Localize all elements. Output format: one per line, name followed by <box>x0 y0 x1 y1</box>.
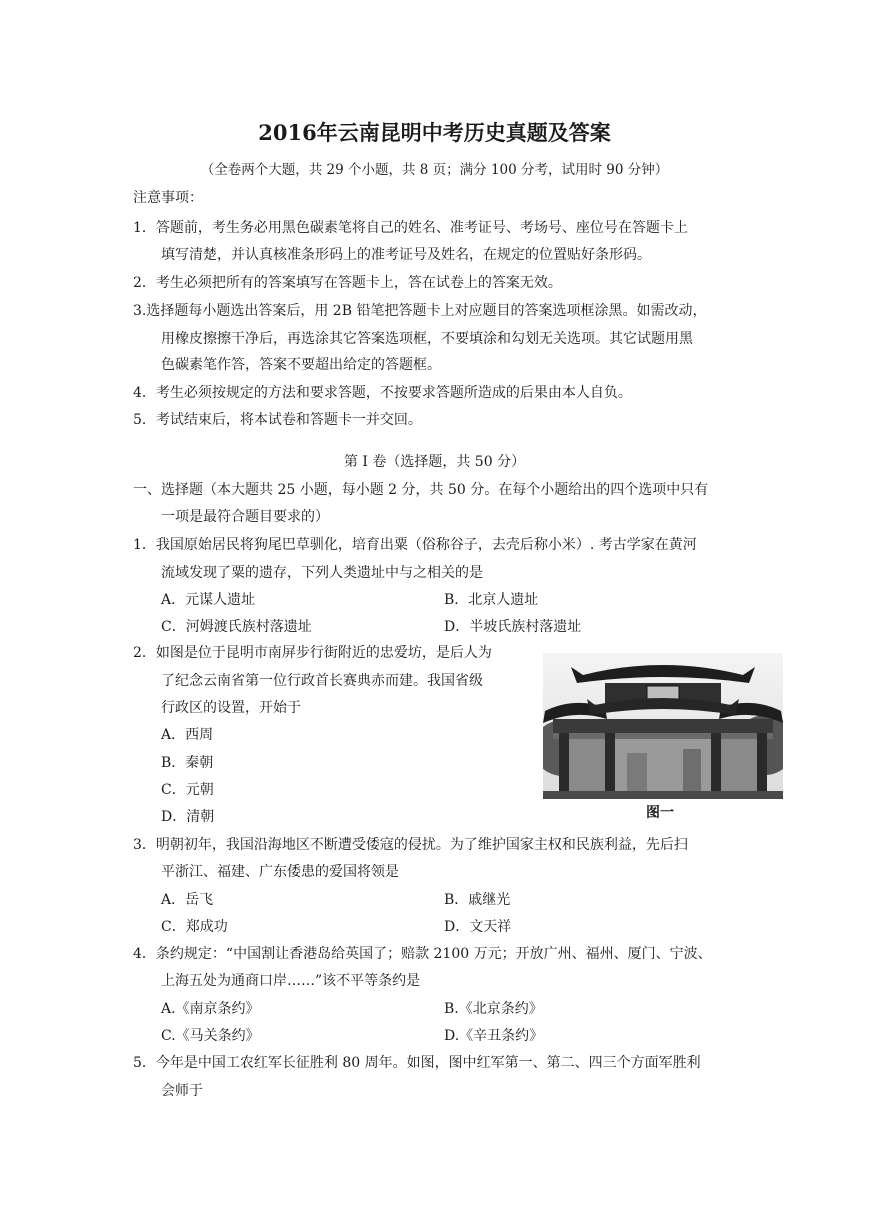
question-4-option-a: A.《南京条约》 <box>161 1001 260 1017</box>
question-2-option-b: B．秦朝 <box>161 755 214 771</box>
notice-heading: 注意事项： <box>133 190 203 206</box>
question-4-option-d: D.《辛丑条约》 <box>444 1028 544 1044</box>
figure-caption: 图一 <box>646 805 674 821</box>
question-3-option-a: A．岳飞 <box>161 892 214 908</box>
question-4-option-c: C.《马关条约》 <box>161 1028 260 1044</box>
question-1-option-c: C．河姆渡氏族村落遗址 <box>161 619 312 635</box>
question-2-option-a: A．西周 <box>161 727 214 743</box>
question-4-stem: 上海五处为通商口岸……”该不平等条约是 <box>161 973 421 989</box>
question-2-stem: 2．如图是位于昆明市南屏步行街附近的忠爱坊，是后人为 <box>133 645 492 661</box>
question-1-option-a: A．元谋人遗址 <box>161 592 256 608</box>
section-intro: 一、选择题（本大题共 25 小题，每小题 2 分，共 50 分。在每个小题给出的四个选项中只有 <box>133 482 709 498</box>
notice-item: 3.选择题每小题选出答案后，用 2B 铅笔把答题卡上对应题目的答案选项框涂黑。如需改动， <box>133 303 707 319</box>
notice-item: 1．答题前，考生务必用黑色碳素笔将自己的姓名、准考证号、考场号、座位号在答题卡上 <box>133 220 688 236</box>
archway-illustration <box>543 653 783 799</box>
notice-item: 色碳素笔作答，答案不要超出给定的答题框。 <box>161 357 441 373</box>
question-3-option-c: C．郑成功 <box>161 919 228 935</box>
memorial-archway-photo <box>543 653 783 799</box>
notice-item: 2．考生必须把所有的答案填写在答题卡上，答在试卷上的答案无效。 <box>133 275 562 291</box>
question-1-stem: 流域发现了粟的遗存，下列人类遗址中与之相关的是 <box>161 565 483 581</box>
question-5-stem: 5．今年是中国工农红军长征胜利 80 周年。如图，图中红军第一、第二、四三个方面军胜利 <box>133 1055 701 1071</box>
section-heading: 第 I 卷（选择题，共 50 分） <box>343 454 526 470</box>
question-3-option-b: B．戚继光 <box>444 892 511 908</box>
question-2-stem: 行政区的设置，开始于 <box>161 700 301 716</box>
question-1-option-d: D．半坡氏族村落遗址 <box>444 619 582 635</box>
section-intro: 一项是最符合题目要求的） <box>161 509 329 525</box>
question-1-stem: 1．我国原始居民将狗尾巴草驯化，培育出粟（俗称谷子，去壳后称小米）. 考古学家在黄河 <box>133 537 697 553</box>
exam-info: （全卷两个大题，共 29 个小题，共 8 页；满分 100 分考，试用时 90 分钟） <box>200 162 669 178</box>
notice-item: 填写清楚，并认真核准条形码上的准考证号及姓名，在规定的位置贴好条形码。 <box>161 247 651 263</box>
question-4-option-b: B.《北京条约》 <box>444 1001 543 1017</box>
question-2-option-c: C．元朝 <box>161 782 214 798</box>
question-3-stem: 3．明朝初年，我国沿海地区不断遭受倭寇的侵扰。为了维护国家主权和民族利益，先后扫 <box>133 837 688 853</box>
question-2-option-d: D．清朝 <box>161 809 215 825</box>
question-5-stem: 会师于 <box>161 1083 203 1099</box>
notice-item: 4．考生必须按规定的方法和要求答题，不按要求答题所造成的后果由本人自负。 <box>133 385 632 401</box>
question-4-stem: 4．条约规定：“中国割让香港岛给英国了；赔款 2100 万元；开放广州、福州、厦门、宁波、 <box>133 946 712 962</box>
question-3-option-d: D．文天祥 <box>444 919 512 935</box>
question-1-option-b: B．北京人遗址 <box>444 592 539 608</box>
question-3-stem: 平浙江、福建、广东倭患的爱国将领是 <box>161 864 399 880</box>
question-2-stem: 了纪念云南省第一位行政首长赛典赤而建。我国省级 <box>161 673 483 689</box>
page-title: 2016年云南昆明中考历史真题及答案 <box>258 120 611 145</box>
notice-item: 5．考试结束后，将本试卷和答题卡一并交回。 <box>133 412 422 428</box>
notice-item: 用橡皮擦擦干净后，再选涂其它答案选项框，不要填涂和勾划无关选项。其它试题用黑 <box>161 331 693 347</box>
